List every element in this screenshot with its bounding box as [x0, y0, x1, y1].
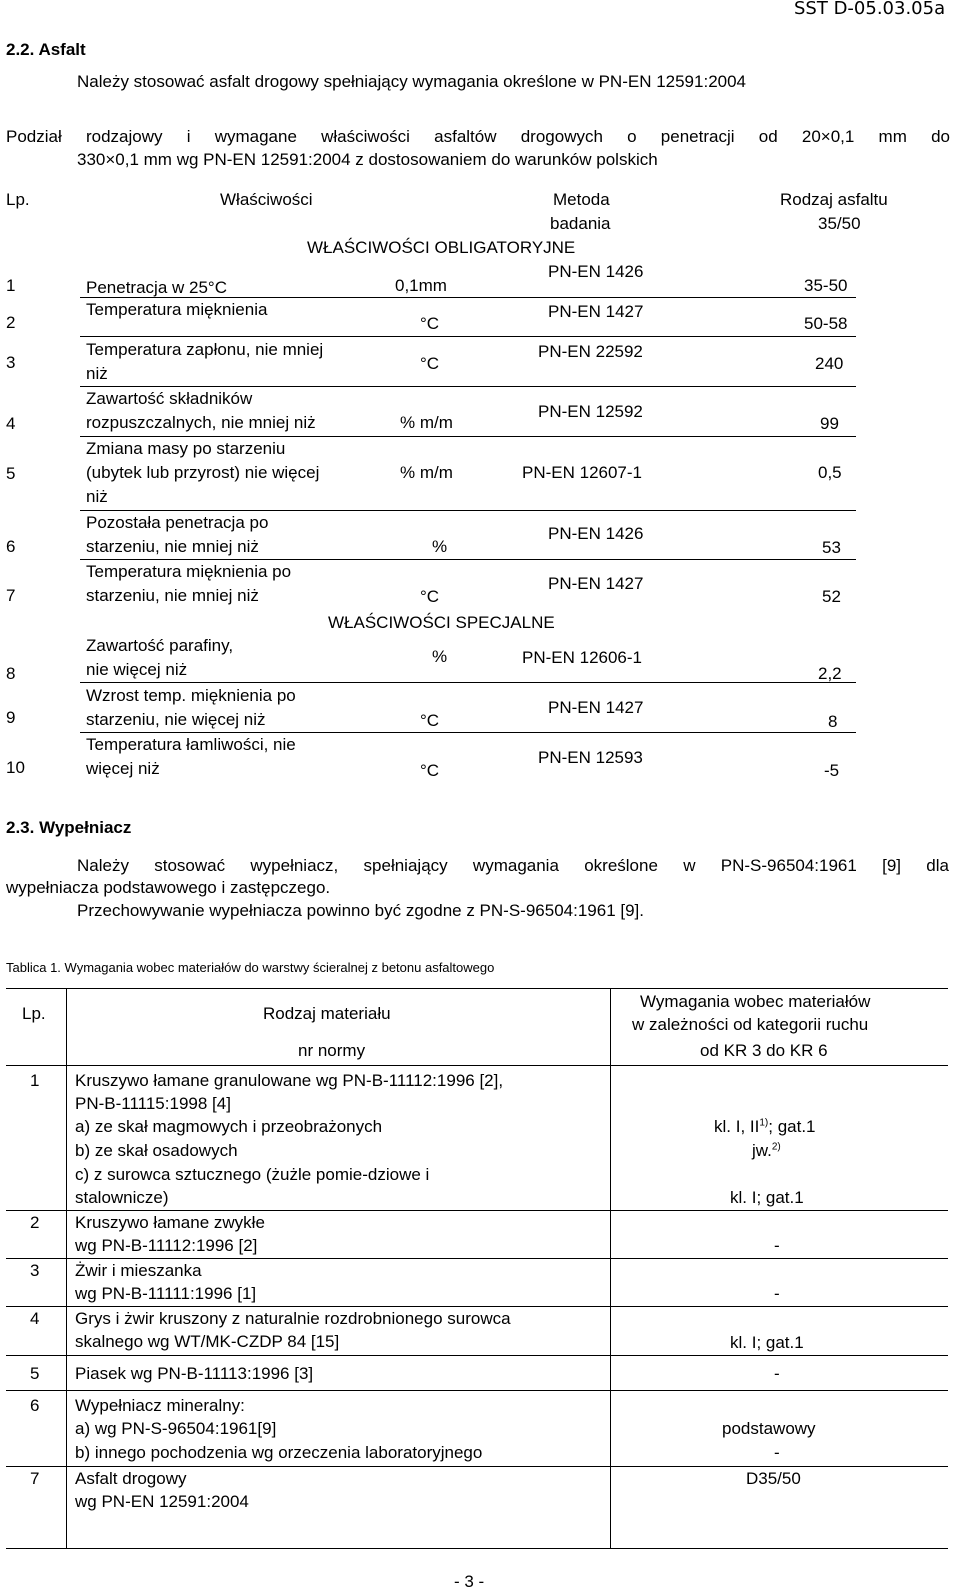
- asphalt-row-1-lp: 1: [6, 276, 16, 295]
- table-1-top-border: [6, 988, 948, 989]
- table-1-row-1-line3: a) ze skał magmowych i przeobrażonych: [75, 1117, 383, 1136]
- asphalt-row-1-method: PN-EN 1426: [548, 262, 644, 281]
- req-a-text: kl. I, II: [714, 1117, 760, 1136]
- table-1-row-7-req: D35/50: [746, 1469, 801, 1488]
- asphalt-row-6-lp: 6: [6, 537, 16, 556]
- table-1-row-3-req: -: [774, 1284, 780, 1303]
- asphalt-row-9-value: 8: [828, 712, 838, 731]
- table-1-row-2-lp: 2: [30, 1213, 40, 1232]
- asphalt-row-2-value: 50-58: [804, 314, 848, 333]
- table-1-row-6-req-b: -: [774, 1443, 780, 1462]
- req-b-text: jw.: [752, 1141, 772, 1160]
- row-divider: [80, 336, 856, 337]
- table-1-row-divider: [6, 1306, 948, 1307]
- table-1-row-1-req-b: [752, 1141, 781, 1161]
- col-header-properties: Właściwości: [220, 190, 313, 209]
- table-1-row-divider: [6, 1355, 948, 1356]
- req-a-grade: ; gat.1: [768, 1117, 816, 1136]
- asphalt-row-9-lp: 9: [6, 708, 16, 727]
- footnote-1-marker: 1): [759, 1117, 769, 1129]
- asphalt-row-5-property-line1: Zmiana masy po starzeniu: [86, 439, 286, 458]
- asphalt-row-3-lp: 3: [6, 353, 16, 372]
- col-header-asphalt-type: Rodzaj asfaltu: [780, 190, 888, 209]
- section-title-wypelniacz: 2.3. Wypełniacz: [6, 818, 132, 837]
- table-1-row-6-line2: a) wg PN-S-96504:1961[9]: [75, 1419, 277, 1438]
- row-divider: [80, 436, 856, 437]
- table-1-row-2-req: -: [774, 1236, 780, 1255]
- asphalt-row-2-property: Temperatura mięknienia: [86, 300, 268, 319]
- table-1-row-1-line2: PN-B-11115:1998 [4]: [75, 1094, 231, 1113]
- asphalt-row-8-lp: 8: [6, 664, 16, 683]
- asphalt-row-6-value: 53: [822, 538, 841, 557]
- asphalt-row-1-property: Penetracja w 25°C: [86, 278, 227, 297]
- asphalt-row-10-unit: °C: [420, 761, 440, 780]
- asphalt-row-9-unit: °C: [420, 711, 440, 730]
- col-header-method-line2: badania: [550, 214, 611, 233]
- table-1-row-5-lp: 5: [30, 1364, 40, 1383]
- page-number: - 3 -: [454, 1572, 485, 1591]
- asphalt-row-7-property-line1: Temperatura mięknienia po: [86, 562, 292, 581]
- table-1-row-4-line1: Grys i żwir kruszony z naturalnie rozdrobnionego surowca: [75, 1309, 511, 1328]
- asphalt-row-7-unit: °C: [420, 587, 440, 606]
- description-line-1: Podział rodzajowy i wymagane właściwości asfaltów drogowych o penetracji od 20×0,1 mm do: [6, 127, 950, 146]
- footnote-2-marker: 2): [771, 1141, 781, 1153]
- asphalt-row-3-property-line2: niż: [86, 364, 108, 383]
- table-1-row-divider: [6, 1390, 948, 1391]
- table-1-header-requirements-line1: Wymagania wobec materiałów: [640, 992, 871, 1011]
- asphalt-row-8-unit: %: [432, 647, 448, 666]
- intro-paragraph: Należy stosować asfalt drogowy spełniający wymagania określone w PN-EN 12591:2004: [77, 72, 747, 91]
- asphalt-row-5-method: PN-EN 12607-1: [522, 463, 643, 482]
- table-1-caption: Tablica 1. Wymagania wobec materiałów do warstwy ścieralnej z betonu asfaltowego: [6, 960, 495, 975]
- group-header-special: WŁAŚCIWOŚCI SPECJALNE: [328, 613, 555, 632]
- asphalt-row-7-property-line2: starzeniu, nie mniej niż: [86, 586, 259, 605]
- table-1-header-lp: Lp.: [22, 1004, 46, 1023]
- table-1-header-border: [6, 1065, 948, 1066]
- table-1-row-4-lp: 4: [30, 1309, 40, 1328]
- asphalt-row-8-property-line1: Zawartość parafiny,: [86, 636, 234, 655]
- asphalt-row-6-unit: %: [432, 537, 448, 556]
- table-1-header-material: Rodzaj materiału: [263, 1004, 391, 1023]
- table-1-header-traffic-category: od KR 3 do KR 6: [700, 1041, 828, 1060]
- asphalt-row-5-value: 0,5: [818, 463, 842, 482]
- asphalt-row-4-property-line1: Zawartość składników: [86, 389, 253, 408]
- table-1-row-1-req-a: [714, 1117, 816, 1137]
- table-1-row-1-lp: 1: [30, 1071, 40, 1090]
- asphalt-row-5-property-line3: niż: [86, 487, 108, 506]
- asphalt-row-2-method: PN-EN 1427: [548, 302, 644, 321]
- asphalt-row-10-value: -5: [824, 761, 840, 780]
- section-title-asfalt: 2.2. Asfalt: [6, 40, 86, 59]
- table-1-col-divider: [610, 988, 611, 1548]
- table-1-row-3-line1: Żwir i mieszanka: [75, 1261, 202, 1280]
- row-divider: [80, 386, 856, 387]
- table-1-row-3-lp: 3: [30, 1261, 40, 1280]
- table-1-row-divider: [6, 1466, 948, 1467]
- table-1-col-divider: [66, 988, 67, 1548]
- table-1-row-divider: [6, 1210, 948, 1211]
- asphalt-row-4-lp: 4: [6, 414, 16, 433]
- asphalt-row-3-unit: °C: [420, 354, 440, 373]
- asphalt-row-4-method: PN-EN 12592: [538, 402, 643, 421]
- asphalt-row-3-method: PN-EN 22592: [538, 342, 643, 361]
- asphalt-row-5-property-line2: (ubytek lub przyrost) nie więcej: [86, 463, 320, 482]
- table-1-row-1-line1: Kruszywo łamane granulowane wg PN-B-11112:1996 [2],: [75, 1071, 504, 1090]
- asphalt-row-2-unit: °C: [420, 314, 440, 333]
- asphalt-row-4-property-line2: rozpuszczalnych, nie mniej niż: [86, 413, 316, 432]
- asphalt-row-5-lp: 5: [6, 464, 16, 483]
- table-1-row-5-req: -: [774, 1364, 780, 1383]
- asphalt-row-10-property-line2: więcej niż: [86, 759, 160, 778]
- table-1-row-5-line1: Piasek wg PN-B-11113:1996 [3]: [75, 1364, 314, 1383]
- table-1-row-2-line1: Kruszywo łamane zwykłe: [75, 1213, 265, 1232]
- description-line-2: 330×0,1 mm wg PN-EN 12591:2004 z dostosowaniem do warunków polskich: [77, 150, 658, 169]
- asphalt-row-3-property-line1: Temperatura zapłonu, nie mniej: [86, 340, 324, 359]
- asphalt-row-1-value: 35-50: [804, 276, 848, 295]
- asphalt-row-6-method: PN-EN 1426: [548, 524, 644, 543]
- table-1-header-requirements-line2: w zależności od kategorii ruchu: [632, 1015, 869, 1034]
- table-1-row-divider: [6, 1258, 948, 1259]
- table-1-row-4-req: kl. I; gat.1: [730, 1333, 804, 1352]
- table-1-row-3-line2: wg PN-B-11111:1996 [1]: [75, 1284, 257, 1303]
- table-1-row-4-line2: skalnego wg WT/MK-CZDP 84 [15]: [75, 1332, 340, 1351]
- table-1-row-7-line2: wg PN-EN 12591:2004: [75, 1492, 249, 1511]
- filler-paragraph-2: Przechowywanie wypełniacza powinno być zgodne z PN-S-96504:1961 [9].: [77, 901, 644, 920]
- asphalt-row-3-value: 240: [815, 354, 844, 373]
- asphalt-row-6-property-line1: Pozostała penetracja po: [86, 513, 269, 532]
- asphalt-row-9-property-line1: Wzrost temp. mięknienia po: [86, 686, 296, 705]
- asphalt-row-7-method: PN-EN 1427: [548, 574, 644, 593]
- filler-paragraph-line-1: Należy stosować wypełniacz, spełniający wymagania określone w PN-S-96504:1961 [9] dla: [77, 856, 949, 875]
- table-1-row-6-line3: b) innego pochodzenia wg orzeczenia laboratoryjnego: [75, 1443, 483, 1462]
- asphalt-row-5-unit: % m/m: [400, 463, 453, 482]
- filler-paragraph-line-2: wypełniacza podstawowego i zastępczego.: [6, 878, 331, 897]
- asphalt-row-4-value: 99: [820, 414, 839, 433]
- table-1-row-1-line4: b) ze skał osadowych: [75, 1141, 238, 1160]
- col-header-lp: Lp.: [6, 190, 30, 209]
- row-divider: [80, 297, 856, 298]
- document-reference: SST D-05.03.05a: [794, 0, 946, 19]
- asphalt-row-10-method: PN-EN 12593: [538, 748, 643, 767]
- row-divider: [80, 510, 856, 511]
- col-header-grade: 35/50: [818, 214, 861, 233]
- asphalt-row-8-property-line2: nie więcej niż: [86, 660, 188, 679]
- group-header-obligatory: WŁAŚCIWOŚCI OBLIGATORYJNE: [307, 238, 576, 257]
- asphalt-row-7-value: 52: [822, 587, 841, 606]
- table-1-row-1-req-c: kl. I; gat.1: [730, 1188, 804, 1207]
- table-1-row-2-line2: wg PN-B-11112:1996 [2]: [75, 1236, 258, 1255]
- asphalt-row-8-value: 2,2: [818, 664, 842, 683]
- asphalt-row-7-lp: 7: [6, 586, 16, 605]
- asphalt-row-4-unit: % m/m: [400, 413, 453, 432]
- table-1-row-1-line6: stalownicze): [75, 1188, 169, 1207]
- col-header-method-line1: Metoda: [553, 190, 610, 209]
- table-1-row-7-lp: 7: [30, 1469, 40, 1488]
- asphalt-row-10-property-line1: Temperatura łamliwości, nie: [86, 735, 296, 754]
- asphalt-row-8-method: PN-EN 12606-1: [522, 648, 643, 667]
- row-divider: [80, 559, 856, 560]
- asphalt-row-2-lp: 2: [6, 313, 16, 332]
- row-divider: [80, 682, 856, 683]
- asphalt-row-1-unit: 0,1mm: [395, 276, 447, 295]
- table-1-row-7-line1: Asfalt drogowy: [75, 1469, 187, 1488]
- asphalt-row-6-property-line2: starzeniu, nie mniej niż: [86, 537, 259, 556]
- table-1-row-6-line1: Wypełniacz mineralny:: [75, 1396, 245, 1415]
- table-1-header-norm: nr normy: [298, 1041, 366, 1060]
- table-1-row-1-line5: c) z surowca sztucznego (żużle pomie-dziowe i: [75, 1165, 430, 1184]
- table-1-row-6-lp: 6: [30, 1396, 40, 1415]
- asphalt-row-9-property-line2: starzeniu, nie więcej niż: [86, 710, 266, 729]
- row-divider: [80, 732, 856, 733]
- table-1-row-6-req-a: podstawowy: [722, 1419, 816, 1438]
- asphalt-row-9-method: PN-EN 1427: [548, 698, 644, 717]
- table-1-bottom-border: [6, 1548, 948, 1549]
- asphalt-row-10-lp: 10: [6, 758, 25, 777]
